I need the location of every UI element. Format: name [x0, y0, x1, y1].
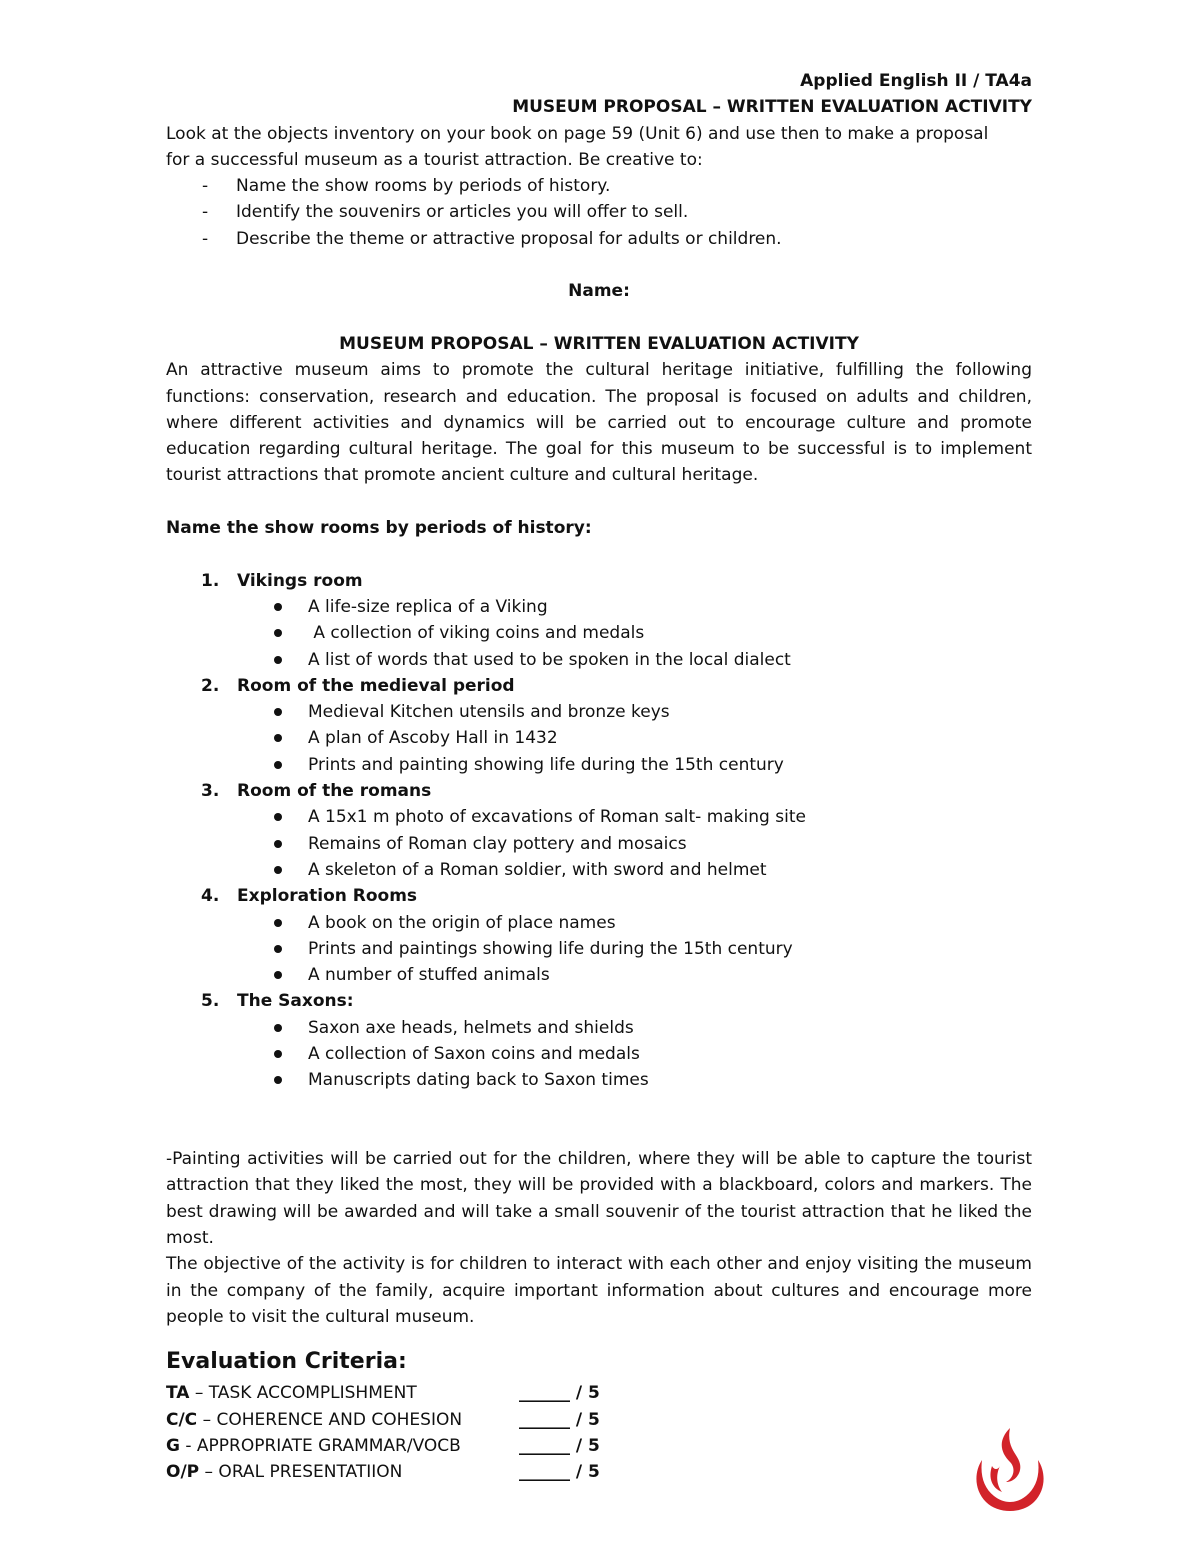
criterion-row: G - APPROPRIATE GRAMMAR/VOCB ______ / 5	[166, 1433, 1032, 1459]
list-item: A skeleton of a Roman soldier, with sword and helmet	[166, 857, 1032, 883]
bullet-icon	[274, 1050, 282, 1058]
list-item: Prints and painting showing life during the 15th century	[166, 752, 1032, 778]
bullet-icon	[274, 734, 282, 742]
list-item: A collection of viking coins and medals	[166, 620, 1032, 646]
bullet-icon	[274, 708, 282, 716]
list-item: A plan of Ascoby Hall in 1432	[166, 725, 1032, 751]
score-field: ______ / 5	[519, 1462, 600, 1483]
list-item: A life-size replica of a Viking	[166, 594, 1032, 620]
list-item: Manuscripts dating back to Saxon times	[166, 1067, 1032, 1093]
instruction-item: - Name the show rooms by periods of history.	[202, 176, 611, 197]
room-item: 3. Room of the romans	[201, 781, 432, 802]
room-item: 4. Exploration Rooms	[201, 886, 418, 907]
bullet-icon	[274, 971, 282, 979]
rooms-heading: Name the show rooms by periods of history:	[166, 518, 592, 539]
criterion-row: O/P – ORAL PRESENTATIION ______ / 5	[166, 1459, 1032, 1485]
score-field: ______ / 5	[519, 1435, 600, 1456]
document-page	[166, 68, 1032, 1485]
section-title: MUSEUM PROPOSAL – WRITTEN EVALUATION ACTIVITY	[339, 333, 859, 354]
evaluation-title: Evaluation Criteria:	[166, 1349, 407, 1375]
header-title: MUSEUM PROPOSAL – WRITTEN EVALUATION ACTIVITY	[512, 97, 1032, 118]
list-item: Medieval Kitchen utensils and bronze keys	[166, 699, 1032, 725]
room-item: 1. Vikings room	[201, 570, 363, 591]
activity-paragraph: -Painting activities will be carried out for the children, where they will be able to capture the tourist attraction that they liked the most, they will be provided with a blackboard, colors and markers. The best drawing will be awarded and will take a small souvenir of the tourist attraction that he liked the most.	[166, 1149, 1032, 1249]
instructions-line-2: for a successful museum as a tourist attraction. Be creative to:	[166, 149, 703, 170]
bullet-icon	[274, 603, 282, 611]
rooms-list	[166, 568, 1032, 1094]
score-field: ______ / 5	[519, 1383, 600, 1404]
name-label: Name:	[568, 281, 630, 302]
bullet-icon	[274, 1024, 282, 1032]
course-label: Applied English II / TA4a	[800, 71, 1032, 91]
evaluation-criteria	[166, 1380, 1032, 1485]
room-item: 5. The Saxons:	[201, 991, 354, 1012]
bullet-icon	[274, 1076, 282, 1084]
bullet-icon	[274, 919, 282, 927]
list-item: Remains of Roman clay pottery and mosaics	[166, 831, 1032, 857]
room-item: 2. Room of the medieval period	[201, 675, 515, 696]
bullet-icon	[274, 629, 282, 637]
instructions-line-1: Look at the objects inventory on your book on page 59 (Unit 6) and use then to make a proposal	[166, 123, 989, 144]
instruction-item: - Identify the souvenirs or articles you will offer to sell.	[202, 202, 689, 223]
list-item: A book on the origin of place names	[166, 910, 1032, 936]
criterion-row: TA – TASK ACCOMPLISHMENT ______ / 5	[166, 1380, 1032, 1406]
score-field: ______ / 5	[519, 1409, 600, 1430]
list-item: A 15x1 m photo of excavations of Roman salt- making site	[166, 804, 1032, 830]
bullet-icon	[274, 945, 282, 953]
bullet-icon	[274, 866, 282, 874]
flame-logo-icon	[970, 1426, 1050, 1516]
criterion-row: C/C – COHERENCE AND COHESION ______ / 5	[166, 1407, 1032, 1433]
intro-paragraph: An attractive museum aims to promote the cultural heritage initiative, fulfilling the following functions: conservation, research and education. The proposal is focused on adults and children, where different activities and dynamics will be carried out to encourage culture and promote education regarding cultural heritage. The goal for this museum to be successful is to implement tourist attractions that promote ancient culture and cultural heritage.	[166, 360, 1032, 486]
list-item: A collection of Saxon coins and medals	[166, 1041, 1032, 1067]
list-item: A list of words that used to be spoken in the local dialect	[166, 647, 1032, 673]
list-item: Prints and paintings showing life during the 15th century	[166, 936, 1032, 962]
list-item: Saxon axe heads, helmets and shields	[166, 1015, 1032, 1041]
instruction-item: - Describe the theme or attractive proposal for adults or children.	[202, 228, 782, 249]
bullet-icon	[274, 813, 282, 821]
bullet-icon	[274, 761, 282, 769]
bullet-icon	[274, 840, 282, 848]
objective-paragraph: The objective of the activity is for children to interact with each other and enjoy visiting the museum in the company of the family, acquire important information about cultures and encourage more people to visit the cultural museum.	[166, 1254, 1032, 1327]
bullet-icon	[274, 656, 282, 664]
list-item: A number of stuffed animals	[166, 962, 1032, 988]
